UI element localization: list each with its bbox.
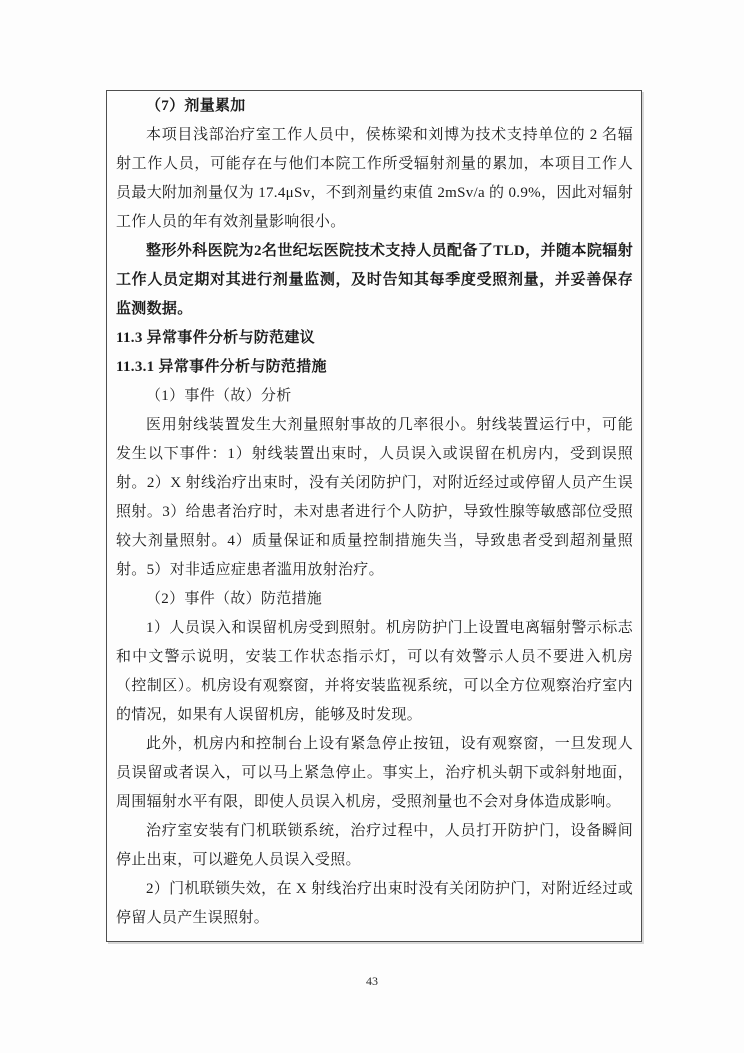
- heading-dose-accumulation: （7）剂量累加: [146, 98, 246, 114]
- paragraph-tld-monitoring: 整形外科医院为2名世纪坛医院技术支持人员配备了TLD，并随本院辐射工作人员定期对其进行剂量监测，及时告知其每季度受照剂量，并妥善保存监测数据。: [116, 243, 633, 317]
- page-number: 43: [366, 974, 378, 988]
- paragraph-prevention-emergency-stop: 此外，机房内和控制台上设有紧急停止按钮，设有观察窗，一旦发现人员误留或者误入，可以马上紧急停止。事实上，治疗机头朝下或斜射地面，周围辐射水平有限，即使人员误入机房，受照剂量也不会对身体造成影响。: [116, 736, 633, 810]
- sub-heading-prevention-measures: （2）事件（故）防范措施: [146, 591, 323, 607]
- paragraph-event-analysis: 医用射线装置发生大剂量照射事故的几率很小。射线装置运行中，可能发生以下事件：1）射线装置出束时，人员误入或误留在机房内，受到误照射。2）X 射线治疗出束时，没有关闭防护门，对附近经过或停留人员产生误照射。3）给患者治疗时，未对患者进行个人防护，导致性腺等敏感部位受照较大剂量照射。4）质量保证和质量控制措施失当，导致患者受到超剂量照射。5）对非适应症患者滥用放射治疗。: [116, 417, 633, 578]
- table-cell-border: [106, 90, 642, 942]
- sub-heading-event-analysis: （1）事件（故）分析: [146, 388, 292, 404]
- paragraph-prevention-1: 1）人员误入和误留机房受到照射。机房防护门上设置电离辐射警示标志和中文警示说明，安装工作状态指示灯，可以有效警示人员不要进入机房（控制区）。机房设有观察窗，并将安装监视系统，可以全方位观察治疗室内的情况，如果有人误留机房，能够及时发现。: [116, 620, 633, 723]
- section-heading-11-3-1: 11.3.1 异常事件分析与防范措施: [116, 359, 327, 375]
- paragraph-prevention-2: 2）门机联锁失效，在 X 射线治疗出束时没有关闭防护门，对附近经过或停留人员产生误照射。: [116, 881, 633, 926]
- paragraph-door-interlock: 治疗室安装有门机联锁系统，治疗过程中，人员打开防护门，设备瞬间停止出束，可以避免人员误入受照。: [116, 823, 633, 868]
- section-heading-11-3: 11.3 异常事件分析与防范建议: [116, 330, 315, 346]
- paragraph-dose-accumulation: 本项目浅部治疗室工作人员中，侯栋梁和刘博为技术支持单位的 2 名辐射工作人员，可能存在与他们本院工作所受辐射剂量的累加，本项目工作人员最大附加剂量仅为 17.4μSv，不到剂量约束值 2mSv/a 的 0.9%，因此对辐射工作人员的年有效剂量影响很小。: [116, 127, 633, 230]
